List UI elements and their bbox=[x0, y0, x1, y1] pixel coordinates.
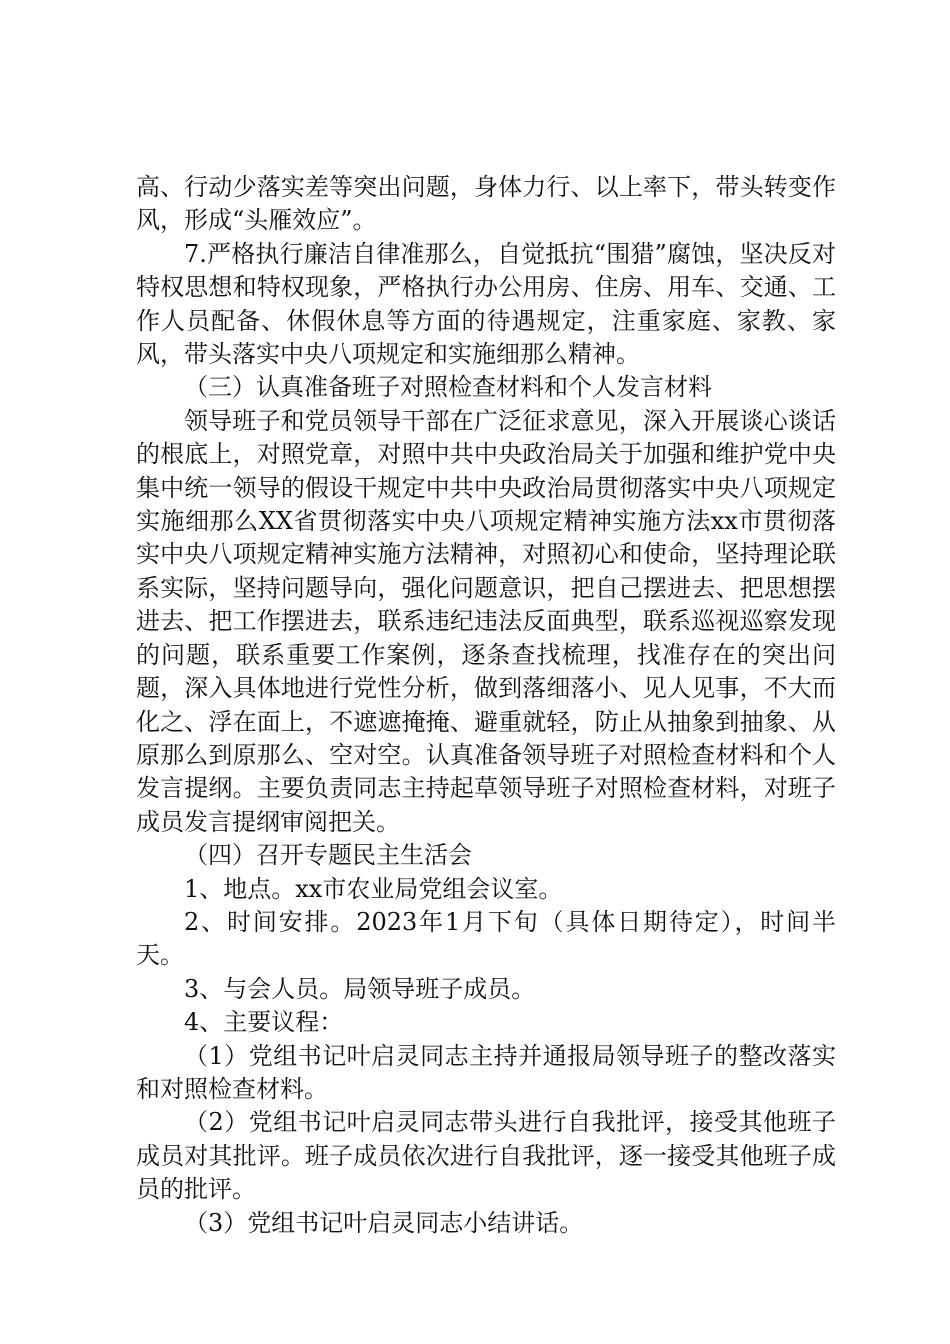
paragraph-agenda-2: （2）党组书记叶启灵同志带头进行自我批评，接受其他班子成员对其批评。班子成员依次进行自我批评，逐一接受其他班子成员的批评。 bbox=[136, 1108, 836, 1204]
document-body bbox=[136, 171, 836, 1240]
section-heading-3: （三）认真准备班子对照检查材料和个人发言材料 bbox=[184, 373, 712, 402]
section-heading-4: （四）召开专题民主生活会 bbox=[184, 841, 472, 870]
paragraph-agenda-1: （1）党组书记叶启灵同志主持并通报局领导班子的整改落实和对照检查材料。 bbox=[136, 1041, 836, 1103]
paragraph-schedule: 2、时间安排。2023年1月下旬（具体日期待定），时间半天。 bbox=[136, 907, 836, 970]
paragraph-agenda-title: 4、主要议程： bbox=[184, 1008, 344, 1037]
paragraph-item-7: 7.严格执行廉洁自律准那么，自觉抵抗“围猎”腐蚀，坚决反对特权思想和特权现象，严格执行办公用房、住房、用车、交通、工作人员配备、休假休息等方面的待遇规定，注重家庭、家教、家风，带头落实中央八项规定和实施细那么精神。 bbox=[136, 239, 836, 369]
paragraph-materials: 领导班子和党员领导干部在广泛征求意见，深入开展谈心谈话的根底上，对照党章，对照中共中央政治局关于加强和维护党中央集中统一领导的假设干规定中共中央政治局贯彻落实中央八项规定实施细那么XX省贯彻落实中央八项规定精神实施方法xx市贯彻落实中央八项规定精神实施方法精神，对照初心和使命，坚持理论联系实际，坚持问题导向，强化问题意识，把自己摆进去、把思想摆进去、把工作摆进去，联系违纪违法反面典型，联系巡视巡察发现的问题，联系重要工作案例，逐条查找梳理，找准存在的突出问题，深入具体地进行党性分析，做到落细落小、见人见事，不大而化之、浮在面上，不遮遮掩掩、避重就轻，防止从抽象到抽象、从原那么到原那么、空对空。认真准备领导班子对照检查材料和个人发言提纲。主要负责同志主持起草领导班子对照检查材料，对班子成员发言提纲审阅把关。 bbox=[136, 406, 836, 836]
paragraph-continuation: 高、行动少落实差等突出问题，身体力行、以上率下，带头转变作风，形成“头雁效应”。 bbox=[136, 173, 836, 235]
paragraph-location: 1、地点。xx市农业局党组会议室。 bbox=[184, 874, 563, 903]
paragraph-attendees: 3、与会人员。局领导班子成员。 bbox=[184, 974, 536, 1003]
paragraph-agenda-3: （3）党组书记叶启灵同志小结讲话。 bbox=[184, 1208, 584, 1237]
